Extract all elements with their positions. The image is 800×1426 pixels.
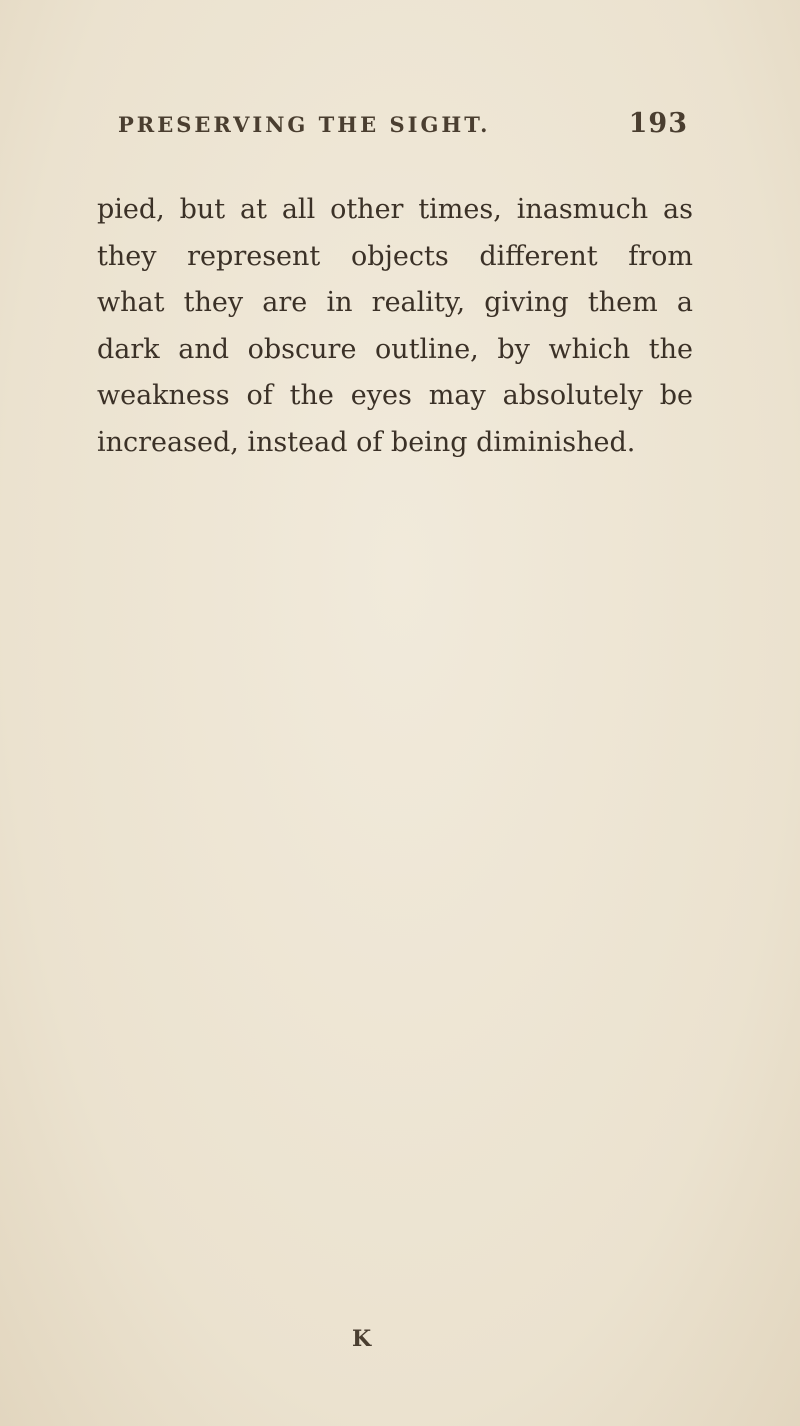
text-line: dark and obscure outline, by which the — [97, 333, 693, 365]
text-line: they represent objects different from — [97, 240, 693, 272]
text-line: what they are in reality, giving them a — [97, 287, 693, 318]
running-title: PRESERVING THE SIGHT. — [118, 112, 491, 137]
text-line: weakness of the eyes may absolutely be — [97, 380, 693, 411]
text-line: increased, instead of being diminished. — [97, 426, 636, 458]
running-header — [118, 108, 688, 139]
signature-mark: K — [352, 1326, 372, 1352]
text-line: pied, but at all other times, inasmuch as — [97, 194, 693, 225]
page-number: 193 — [628, 108, 688, 139]
body-text — [97, 187, 693, 466]
